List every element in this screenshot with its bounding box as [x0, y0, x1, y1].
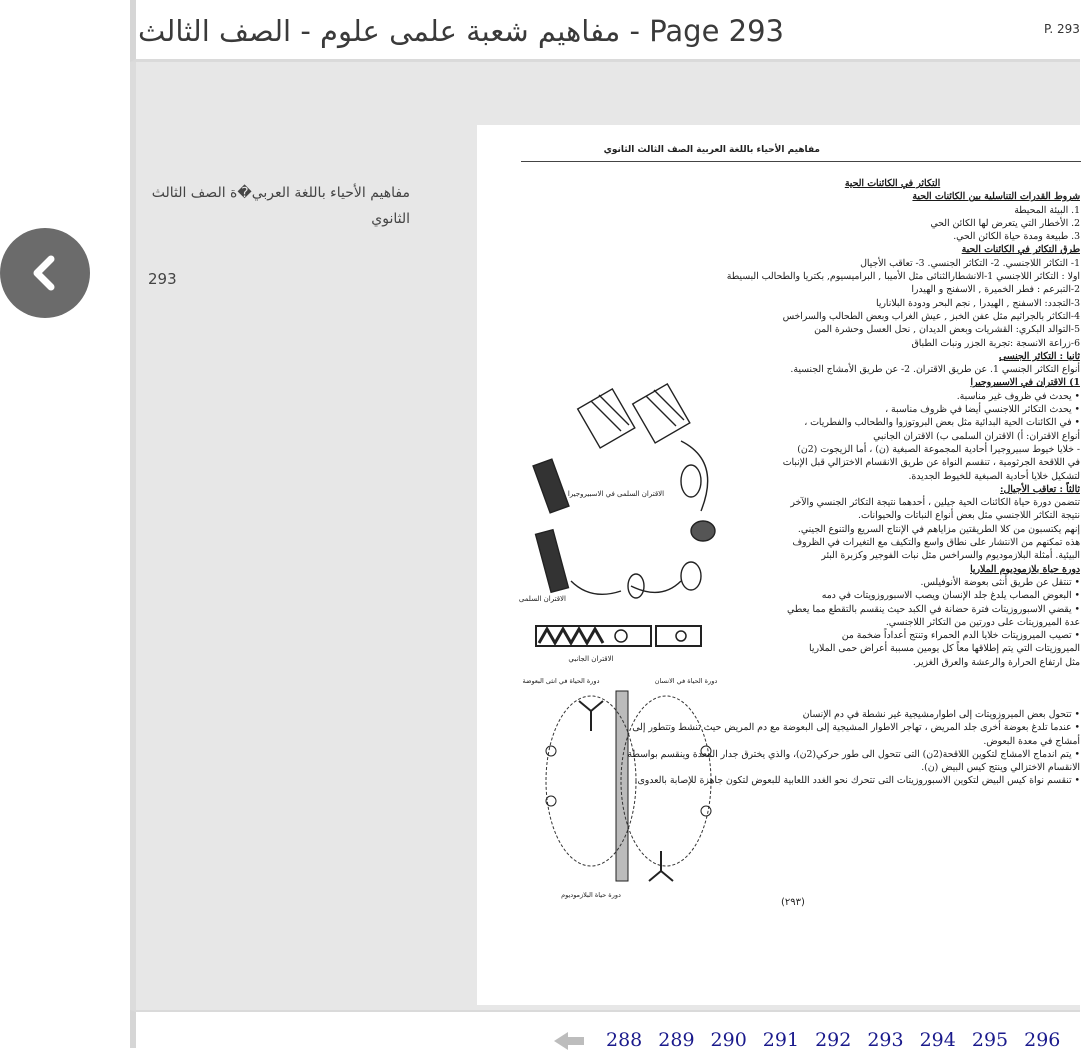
document-line: • في الكائنات الحية البدائية مثل بعض البروتوزوا والطحالب والفطريات ،	[804, 417, 1080, 429]
document-line: • تصيب الميروزيتات خلايا الدم الحمراء وتنتج أعداداً ضخمة من	[841, 630, 1080, 642]
document-line: التكاثر في الكائنات الحية	[844, 178, 941, 189]
document-line: 2-التبرعم : فطر الخميرة , الاسفنج و الهيدرا	[911, 284, 1080, 296]
document-line: عدة الميروزيتات على دورتين من التكاثر اللاجنسي.	[885, 616, 1080, 628]
page-link-292[interactable]: 292	[815, 1029, 852, 1051]
spirogyra-figure	[518, 381, 721, 606]
document-line: إنهم يكتسبون من كلا الطريقتين مزاياهم في الإنتاج السريع والتنوع الجيني.	[797, 523, 1080, 535]
document-text	[705, 177, 1080, 669]
document-line: • يحدث التكاثر اللاجنسي أيضا في ظروف مناسبة ،	[885, 404, 1080, 416]
document-line: شروط القدرات التناسلية بين الكائنات الحية	[912, 191, 1080, 203]
page-link-293[interactable]: 293	[867, 1029, 904, 1051]
document-line: مثل ارتفاع الحرارة والرعشة والعرق الغزير.	[912, 656, 1080, 668]
document-line: • البعوض المصاب يلدغ جلد الإنسان ويصب الاسبوروزويتات في دمه	[821, 590, 1080, 602]
document-line: • عندما تلدغ بعوضة أخرى جلد المريض ، تهاجر الاطوار المشيجية إلى البعوضة مع دم المريض حيث تنشط وتتطور إلى	[632, 722, 1080, 734]
document-line: - خلايا خيوط سبيروجيرا أحادية المجموعة الصبغية (ن) ، أما الزيجوت (2ن)	[797, 443, 1080, 455]
document-line: لتشكيل خلايا أحادية الصبغية للخيوط الجديدة.	[908, 470, 1080, 482]
document-line: 6-زراعة الانسجة :تجربة الجزر ونبات الطباق	[911, 337, 1080, 349]
document-line: أنواع التكاثر الجنسي 1. عن طريق الاقتران. 2- عن طريق الأمشاج الجنسية.	[790, 364, 1080, 376]
document-line: • يتم اندماج الامشاج لتكوين اللاقحة(2ن) التى تتحول الى طور حركي(2ن)، والذي يخترق جدار المعدة وينقسم بواسطة	[627, 748, 1080, 760]
document-line: • تتحول بعض الميروزويتات إلى اطوارمشيجية غير نشطة في دم الإنسان	[802, 709, 1080, 720]
document-page-number: (٢٩٣)	[781, 897, 805, 908]
document-line: • تنقسم نواة كيس البيض لتكوين الاسبوروزيتات التى تتحرك نحو الغدد اللعابية للبعوض لتكون جاهزة للإصابة بالعدوى.	[634, 775, 1080, 787]
document-line: ثالثاً : تعاقب الأجيال:	[1000, 483, 1080, 495]
document-header: مفاهيم الأحياء باللغة العربية الصف الثالث الثانوي	[603, 145, 820, 155]
page-indicator: P. 293	[1044, 22, 1080, 36]
sidebar-description: مفاهيم الأحياء باللغة العربي�ة الصف الثالث الثانوي	[151, 185, 410, 227]
page-link-294[interactable]: 294	[919, 1029, 956, 1051]
document-line: • يقضي الاسبوروزيتات فترة حضانة في الكبد حيث ينقسم بالتقطع مما يعطي	[787, 603, 1080, 615]
svg-text:الاقتران السلمى في الاسبيروجير: الاقتران السلمى في الاسبيروجيرا	[567, 490, 665, 498]
document-line: البيئية. أمثلة البلازموديوم والسراخس مثل نبات الفوجير وكزبرة البئر	[821, 550, 1080, 562]
header-rule	[521, 161, 1081, 162]
page-link-289[interactable]: 289	[658, 1029, 695, 1051]
document-line: هذه تمكنهم من الانتشار على نطاق واسع والتكيف مع التغيرات في الظروف	[792, 537, 1080, 549]
document-line: في اللاقحة الجرثومية ، تنقسم النواة عن طريق الانقسام الاختزالي قبل الإنبات	[782, 457, 1080, 469]
page-title: مفاهيم شعبة علمى علوم - الصف الثالث - Page 293	[138, 14, 784, 48]
document-line: • تنتقل عن طريق أنثى بعوضة الأنوفيلس.	[920, 576, 1080, 588]
document-line: 3. طبيعة ومدة حياة الكائن الحي.	[953, 231, 1080, 243]
svg-text:دورة الحياة في انثى البعوضة: دورة الحياة في انثى البعوضة	[522, 677, 600, 685]
left-strip	[0, 0, 130, 1048]
document-line: 1- التكاثر اللاجنسي. 2- التكاثر الجنسي. 3- تعاقب الأجيال	[860, 257, 1080, 269]
document-line: أمشاج في معدة البعوض.	[983, 735, 1080, 747]
chevron-left-icon	[25, 253, 65, 293]
arrow-left-icon[interactable]	[554, 1032, 584, 1050]
document-line: دورة حياة بلازموديوم الملاريا	[970, 563, 1080, 575]
page-link-288[interactable]: 288	[606, 1029, 643, 1051]
document-line: الميروزيتات التي يتم إطلاقها معاً كل يومين مسببة أعراض حمى الملاريا	[809, 643, 1080, 655]
sidebar-page-number: 293	[148, 270, 177, 288]
document-line: اولا : التكاثر اللاجنسي 1-الانشطارالثنائى مثل الأميبا , البراميسيوم, بكتريا والطحالب البسيطة	[726, 271, 1080, 283]
page-links	[606, 1029, 1076, 1051]
document-line: 2. الأخطار التي يتعرض لها الكائن الحي	[930, 217, 1080, 229]
document-line: 1) الاقتران في الاسبيروجيرا	[970, 377, 1080, 389]
svg-text:دورة حياة البلازموديوم: دورة حياة البلازموديوم	[561, 891, 621, 899]
document-line: ثانيا : التكاثر الجنسى	[999, 350, 1080, 362]
page-link-291[interactable]: 291	[762, 1029, 800, 1051]
document-line: تتضمن دورة حياة الكائنات الحية جيلين ، أحدهما نتيجة التكاثر الجنسي والآخر	[790, 497, 1080, 509]
document-line: الانقسام الاختزالي وينتج كيس البيض (ن).	[921, 762, 1080, 774]
document-line: • يحدث في ظروف غير مناسبة.	[956, 390, 1080, 402]
svg-text:دورة الحياة في الانسان: دورة الحياة في الانسان	[654, 677, 718, 685]
document-text-wide	[505, 708, 1080, 788]
page-link-296[interactable]: 296	[1024, 1029, 1061, 1051]
document-line: طرق التكاثر في الكائنات الحية	[961, 244, 1080, 256]
document-content	[491, 141, 1080, 991]
document-line: 4-التكاثر بالجراثيم مثل عفن الخبز , عيش الغراب وبعض الطحالب والسراخس	[782, 310, 1080, 322]
back-button[interactable]	[0, 228, 90, 318]
svg-text:الاقتران السلمى: الاقتران السلمى	[518, 595, 566, 603]
conjugation-figure	[531, 611, 721, 666]
document-line: 3-التجدد: الاسفنج , الهيدرا , نجم البحر ودودة البلاناريا	[876, 297, 1080, 309]
page-link-295[interactable]: 295	[971, 1029, 1009, 1051]
document-line: 1. البيئة المحيطة	[1014, 204, 1080, 216]
document-page[interactable]	[477, 125, 1080, 1005]
page-link-290[interactable]: 290	[710, 1029, 747, 1051]
svg-text:الاقتران الجانبي: الاقتران الجانبي	[568, 655, 614, 663]
pagination-bar	[130, 1010, 1080, 1051]
document-line: 5-التوالد البكري: القشريات وبعض الديدان , نحل العسل وحشرة المن	[814, 324, 1080, 336]
document-line: نتيجة التكاثر اللاجنسي مثل بعض أنواع النباتات والحيوانات.	[858, 510, 1080, 522]
document-line: أنواع الاقتران: أ) الاقتران السلمى ب) الاقتران الجانبي	[873, 430, 1080, 442]
